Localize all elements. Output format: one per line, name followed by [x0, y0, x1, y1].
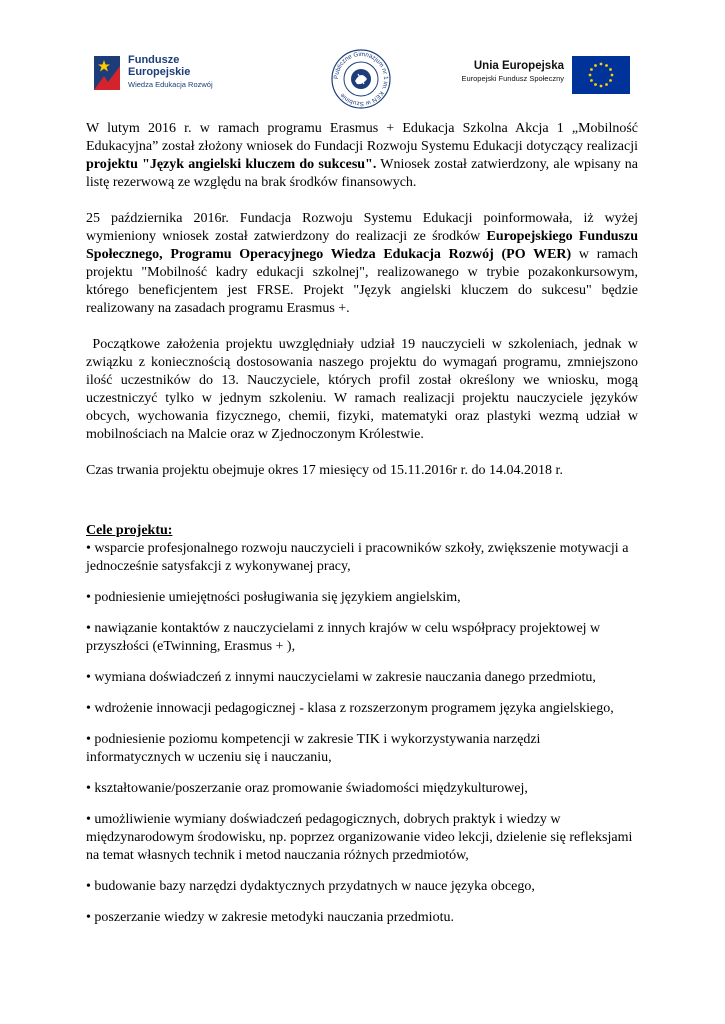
page-header [0, 48, 725, 110]
fe-line2: Europejskie [128, 66, 191, 78]
paragraph-2-text-b: w ramach projektu "Mobilność kadry edukacji szkolnej", realizowanego w trybie pozakonkursowym, którego beneficjentem jest FRSE. Projekt "Język angielski kluczem do sukcesu" będzie realizowany na zasadach programu Erasmus +. [86, 247, 638, 316]
goal-item: • wdrożenie innowacji pedagogicznej - klasa z rozszerzonym programem języka angielskiego, [86, 701, 614, 716]
paragraph-3: Początkowe założenia projektu uwzględniały udział 19 nauczycieli w szkoleniach, jednak w związku z koniecznością dostosowania naszego projektu do wymagań programu, zmniejszono ilość uczestników do 13. Nauczyciele, których profil został określony we wniosku, mogą uczestniczyć tylko w jednym szkoleniu. W ramach realizacji projektu nauczyciele języków obcych, wychowania fizycznego, chemii, fizyki, matematyki oraz plastyki wezmą udział w mobilnościach na Malcie oraz w Zjednoczonym Królestwie. [86, 337, 642, 442]
paragraph-1 [86, 120, 638, 192]
eu-star-icon [600, 85, 603, 88]
eu-flag-icon [572, 56, 630, 94]
eu-star-icon [605, 83, 608, 86]
fundusze-europejskie-logo [94, 54, 254, 94]
paragraph-2-text-a: 25 października 2016r. Fundacja Rozwoju Systemu Edukacji poinformowała, iż wyżej wymieniony wniosek został zatwierdzony do realizacji ze środków [86, 211, 638, 244]
goal-item: • wsparcie profesjonalnego rozwoju nauczycieli i pracowników szkoły, zwiększenie motywacji a jednocześnie satysfakcji z wykonywanej pracy, [86, 541, 629, 574]
goal-item: • poszerzanie wiedzy w zakresie metodyki nauczania przedmiotu. [86, 910, 454, 925]
eu-star-icon [609, 79, 612, 82]
goal-item: • podniesienie poziomu kompetencji w zakresie TIK i wykorzystywania narzędzi informatycznych w uczeniu się i nauczaniu, [86, 732, 541, 765]
eu-star-icon [594, 83, 597, 86]
fe-line1: Fundusze [128, 54, 180, 66]
document-body [86, 120, 642, 940]
paragraph-4: Czas trwania projektu obejmuje okres 17 miesięcy od 15.11.2016r r. do 14.04.2018 r. [86, 463, 563, 478]
goal-item: • budowanie bazy narzędzi dydaktycznych przydatnych w nauce języka obcego, [86, 879, 535, 894]
goal-item: • wymiana doświadczeń z innymi nauczycielami w zakresie nauczania danego przedmiotu, [86, 670, 596, 685]
goal-item: • nawiązanie kontaktów z nauczycielami z innych krajów w celu współpracy projektowej w przyszłości (eTwinning, Erasmus + ), [86, 621, 601, 654]
eu-efs-logo [446, 56, 630, 96]
eu-star-icon [589, 74, 592, 77]
eu-star-icon [590, 68, 593, 71]
paragraph-2 [86, 210, 638, 318]
school-seal-ring-text: Publiczne Gimnazjum nr 1 im. KEN w Szubinie [332, 50, 390, 108]
school-seal-icon [330, 48, 392, 110]
eu-line2: Europejski Fundusz Społeczny [461, 74, 564, 83]
eu-star-icon [611, 74, 614, 77]
paragraph-1-text-b: Wniosek został zatwierdzony, ale wpisany na listę rezerwową ze względu na brak środków finansowych. [86, 157, 638, 190]
eu-line1: Unia Europejska [473, 60, 564, 72]
fundusze-europejskie-emblem-icon [94, 56, 120, 90]
paragraph-2-fund-name: Europejskiego Funduszu Społecznego, Programu Operacyjnego Wiedza Edukacja Rozwój (PO WER) [86, 229, 638, 262]
eu-star-icon [590, 79, 593, 82]
goal-item: • podniesienie umiejętności posługiwania się językiem angielskim, [86, 590, 461, 605]
fe-line3: Wiedza Edukacja Rozwój [128, 80, 213, 89]
goals-list [86, 540, 638, 927]
paragraph-1-text-a: W lutym 2016 r. w ramach programu Erasmus + Edukacja Szkolna Akcja 1 „Mobilność Edukacyjna” został złożony wniosek do Fundacji Rozwoju Systemu Edukacji dotyczący realizacji [86, 121, 638, 154]
eu-star-icon [605, 64, 608, 67]
eu-star-icon [600, 63, 603, 66]
goal-item: • umożliwienie wymiany doświadczeń pedagogicznych, dobrych praktyk i wiedzy w międzynarodowym środowisku, np. poprzez organizowanie video lekcji, dzielenie się refleksjami na temat własnych technik i metod nauczania różnych przedmiotów, [86, 812, 633, 863]
goal-item: • kształtowanie/poszerzanie oraz promowanie świadomości międzykulturowej, [86, 781, 528, 796]
paragraph-1-project-name: projektu "Język angielski kluczem do sukcesu". [86, 157, 377, 172]
eu-star-icon [609, 68, 612, 71]
goals-title: Cele projektu: [86, 523, 173, 538]
eu-star-icon [594, 64, 597, 67]
